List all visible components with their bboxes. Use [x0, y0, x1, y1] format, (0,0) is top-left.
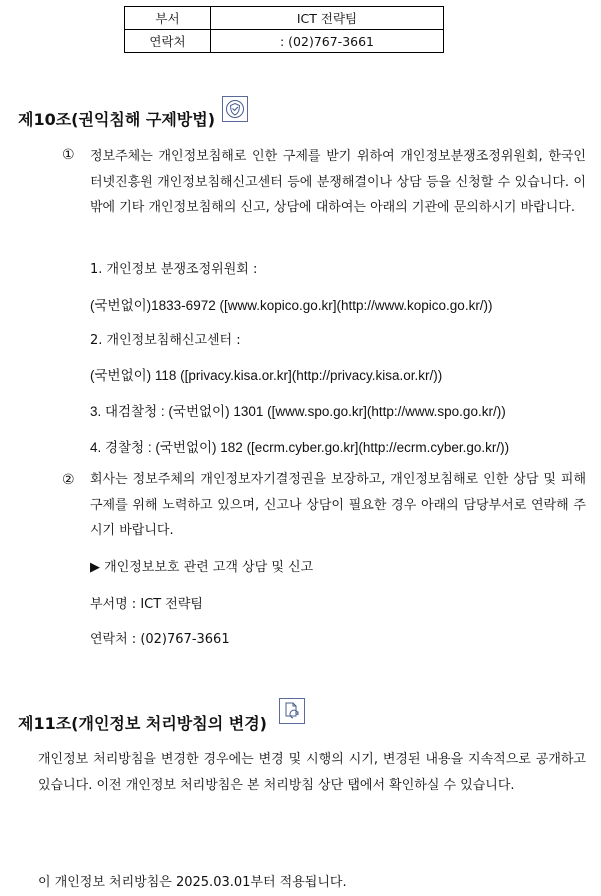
shield-icon	[222, 96, 248, 122]
table-row	[125, 30, 444, 53]
contact-heading: ▶ 개인정보보호 관련 고객 상담 및 신고	[90, 560, 314, 575]
item1-paragraph: 정보주체는 개인정보침해로 인한 구제를 받기 위하여 개인정보분쟁조정위원회, 한국인터넷진흥원 개인정보침해신고센터 등에 분쟁해결이나 상담 등을 신청할 수 있습니다. 이 밖에 기타 개인정보침해의 신고, 상담에 대하여는 아래의 기관에 문의하시기 바랍니다.	[90, 149, 586, 215]
effective-date-line: 이 개인정보 처리방침은 2025.03.01부터 적용됩니다.	[38, 875, 347, 890]
table-cell-value: : (02)767-3661	[211, 30, 444, 53]
table-cell-value: ICT 전략팀	[211, 7, 444, 30]
agency-line: 3. 대검찰청 : (국번없이) 1301 ([www.spo.go.kr](http://www.spo.go.kr/))	[90, 404, 506, 419]
agency-line: (국번없이)1833-6972 ([www.kopico.go.kr](http://www.kopico.go.kr/))	[90, 298, 493, 313]
contact-table	[124, 6, 444, 53]
document-refresh-icon	[279, 698, 305, 724]
agency-line: 4. 경찰청 : (국번없이) 182 ([ecrm.cyber.go.kr](http://ecrm.cyber.go.kr/))	[90, 440, 510, 455]
dept-line: 부서명 : ICT 전략팀	[90, 597, 203, 612]
item2-paragraph: 회사는 정보주체의 개인정보자기결정권을 보장하고, 개인정보침해로 인한 상담 및 피해 구제를 위해 노력하고 있으며, 신고나 상담이 필요한 경우 아래의 담당부서로 연락해 주시기 바랍니다.	[90, 472, 586, 538]
item-marker: ②	[62, 472, 75, 488]
table-cell-key: 연락처	[125, 30, 211, 53]
phone-line: 연락처 : (02)767-3661	[90, 632, 230, 647]
section11-title: 제11조(개인정보 처리방침의 변경)	[18, 714, 267, 733]
item-marker: ①	[62, 147, 75, 163]
agency-line: 1. 개인정보 분쟁조정위원회 :	[90, 262, 258, 277]
agency-line: 2. 개인정보침해신고센터 :	[90, 333, 241, 348]
section11-paragraph: 개인정보 처리방침을 변경한 경우에는 변경 및 시행의 시기, 변경된 내용을 지속적으로 공개하고 있습니다. 이전 개인정보 처리방침은 본 처리방침 상단 탭에서 확인하실 수 있습니다.	[38, 752, 586, 793]
agency-line: (국번없이) 118 ([privacy.kisa.or.kr](http://privacy.kisa.or.kr/))	[90, 368, 443, 383]
table-cell-key: 부서	[125, 7, 211, 30]
table-row	[125, 7, 444, 30]
section10-title: 제10조(권익침해 구제방법)	[18, 110, 216, 129]
